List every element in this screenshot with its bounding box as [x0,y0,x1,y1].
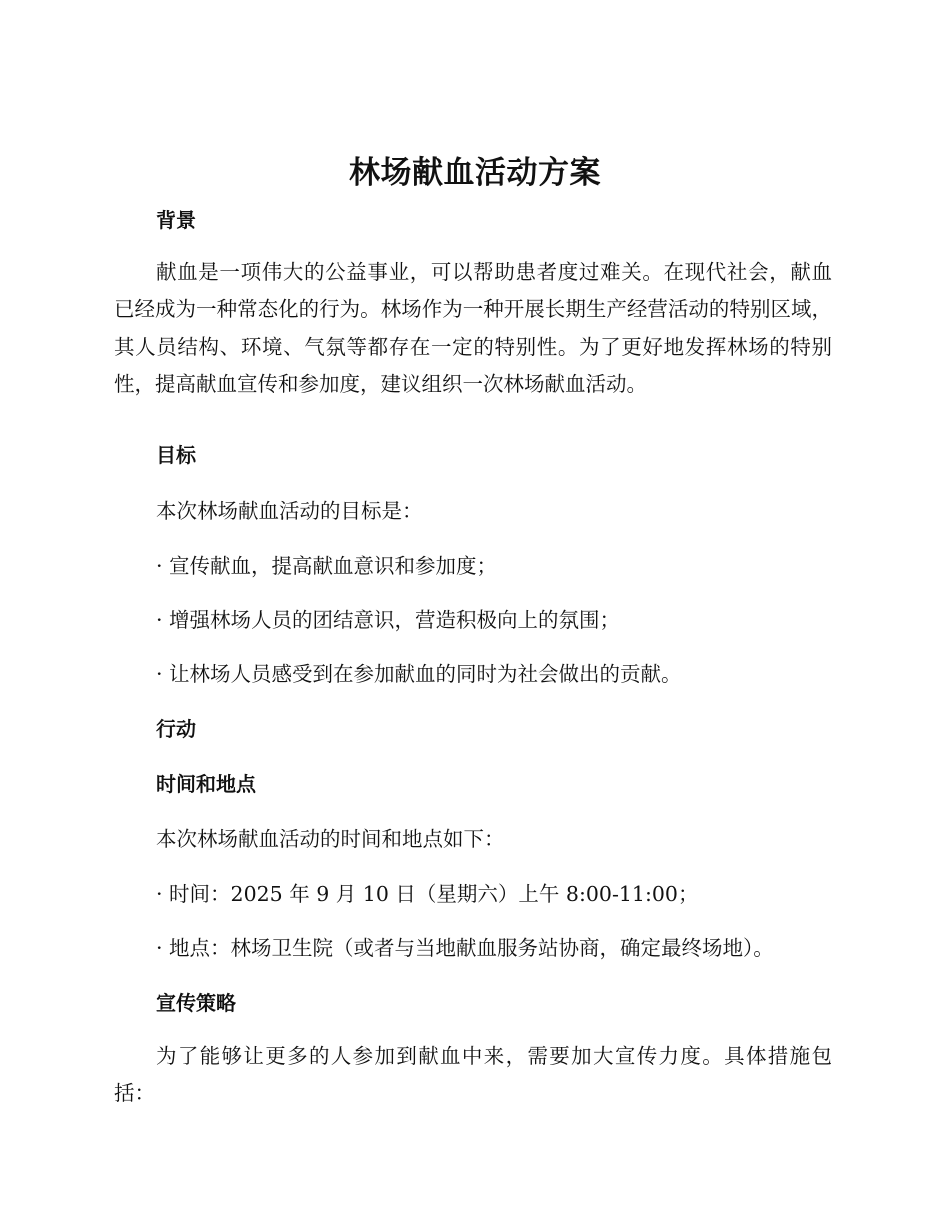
place-item: · 地点：林场卫生院（或者与当地献血服务站协商，确定最终场地）。 [156,936,774,960]
goal-intro: 本次林场献血活动的目标是： [156,499,423,523]
section-heading-background: 背景 [156,208,196,232]
goal-item-1: · 宣传献血，提高献血意识和参加度； [156,554,498,578]
goal-item-3: · 让林场人员感受到在参加献血的同时为社会做出的贡献。 [156,662,682,686]
time-place-intro: 本次林场献血活动的时间和地点如下： [156,827,505,851]
section-heading-goal: 目标 [156,443,196,467]
goal-item-2: · 增强林场人员的团结意识，营造积极向上的氛围； [156,608,621,632]
section-heading-time-place: 时间和地点 [156,772,256,796]
time-item: · 时间：2025 年 9 月 10 日（星期六）上午 8:00-11:00； [156,882,699,906]
section-heading-action: 行动 [156,717,196,741]
section-heading-promotion: 宣传策略 [156,991,236,1015]
document-title: 林场献血活动方案 [349,155,601,191]
background-paragraph: 献血是一项伟大的公益事业，可以帮助患者度过难关。在现代社会，献血已经成为一种常态化的行为。林场作为一种开展长期生产经营活动的特别区域，其人员结构、环境、气氛等都存在一定的特别性。为了更好地发挥林场的特别性，提高献血宣传和参加度，建议组织一次林场献血活动。 [114,260,832,396]
promotion-paragraph: 为了能够让更多的人参加到献血中来，需要加大宣传力度。具体措施包括： [114,1044,832,1106]
